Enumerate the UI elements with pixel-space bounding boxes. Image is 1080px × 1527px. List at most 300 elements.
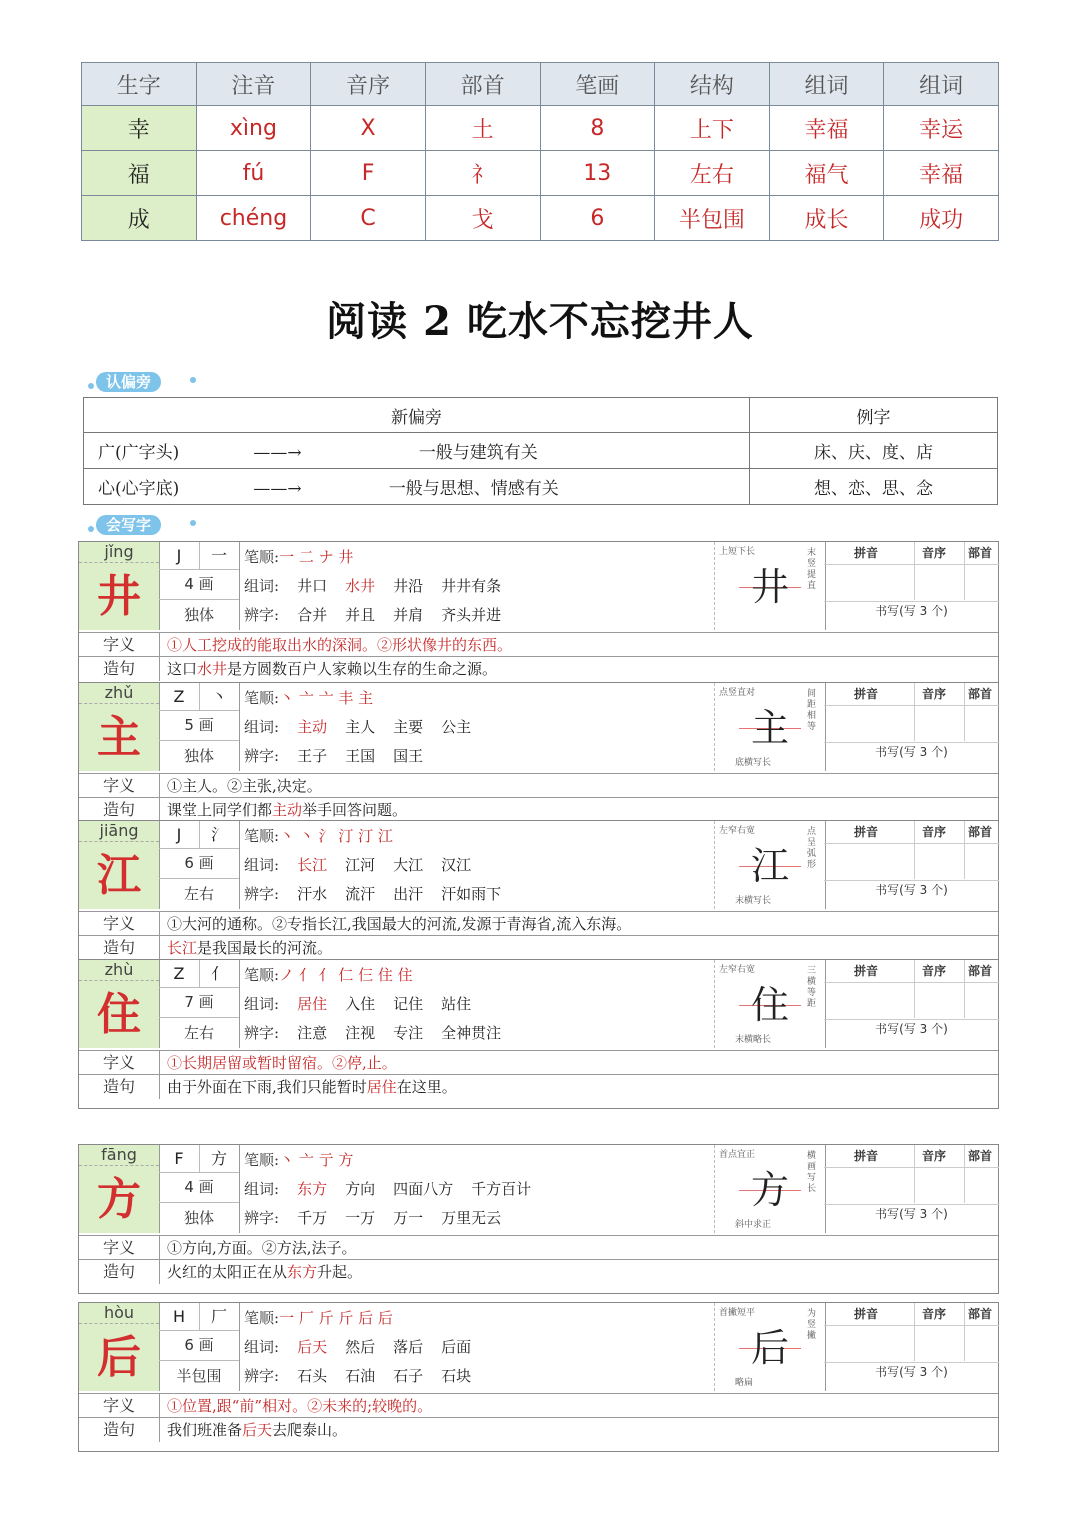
index-letter: F xyxy=(159,1145,200,1172)
word: 水井 xyxy=(345,577,376,595)
decor-dot xyxy=(88,526,94,532)
meaning-label: 字义 xyxy=(79,633,160,657)
table-cell: fú xyxy=(196,151,311,196)
index-head: 音序 xyxy=(922,546,947,560)
sentence-part: 火红的太阳正在从 xyxy=(167,1263,288,1281)
label: 辨字: xyxy=(244,885,280,903)
write-instruction: 书写(写 3 个) xyxy=(875,745,948,759)
info-divider xyxy=(159,1303,239,1331)
stroke-count: 7 画 xyxy=(159,988,239,1018)
practice-box xyxy=(824,821,999,909)
divider xyxy=(964,960,965,1018)
stroke-order: ノ 亻 亻 仁 仨 住 住 xyxy=(279,966,413,984)
structure: 独体 xyxy=(183,606,214,624)
writing-tip: 末竖提直 xyxy=(807,548,817,591)
distinguish-line xyxy=(244,880,501,908)
sentence-highlight: 后天 xyxy=(242,1421,273,1439)
radical-head: 部首 xyxy=(968,1307,993,1321)
table-cell: xìng xyxy=(196,106,311,151)
writing-tip: 首撇短平 xyxy=(719,1308,756,1318)
stroke-count: 4 画 xyxy=(159,570,239,600)
model-character: 江 xyxy=(750,844,789,888)
distinguish-word: 汗如雨下 xyxy=(441,885,502,903)
distinguish-word: 王国 xyxy=(345,747,376,765)
meaning-label: 字义 xyxy=(79,774,160,798)
sentence-part: 是方圆数百户人家赖以生存的生命之源。 xyxy=(227,660,498,678)
meaning-text: ①位置,跟“前”相对。②未来的;较晚的。 xyxy=(167,1397,433,1415)
word: 四面八方 xyxy=(393,1180,454,1198)
distinguish-word: 全神贯注 xyxy=(441,1024,502,1042)
distinguish-word: 王子 xyxy=(297,747,328,765)
stroke-order: 丶 亠 亍 方 xyxy=(279,1151,354,1169)
sentence-label: 造句 xyxy=(79,798,160,822)
header-cell: 结构 xyxy=(655,63,770,106)
label: 笔顺: xyxy=(244,548,280,566)
decor-dot xyxy=(190,520,196,526)
table-cell: 幸福 xyxy=(769,106,884,151)
character-table xyxy=(81,62,999,241)
index-letter: J xyxy=(159,542,200,569)
model-character: 后 xyxy=(750,1326,789,1370)
table-cell: C xyxy=(311,196,426,241)
meaning-text: ①长期居留或暂时留宿。②停,止。 xyxy=(167,1054,397,1072)
table-cell: 左右 xyxy=(655,151,770,196)
write-instruction: 书写(写 3 个) xyxy=(875,1365,948,1379)
table-cell: 成 xyxy=(82,196,197,241)
table-cell: 幸运 xyxy=(884,106,999,151)
detail-column xyxy=(239,1303,715,1391)
meaning-label: 字义 xyxy=(79,912,160,936)
distinguish-word: 齐头并进 xyxy=(441,606,502,624)
practice-grid[interactable] xyxy=(824,1167,999,1205)
sentence-part: 升起。 xyxy=(317,1263,363,1281)
label: 笔顺: xyxy=(244,966,280,984)
radical-meaning: 一般与建筑有关 xyxy=(418,443,538,463)
sentence-part: 去爬泰山。 xyxy=(272,1421,348,1439)
write-instruction: 书写(写 3 个) xyxy=(875,883,948,897)
char-cell xyxy=(79,821,160,909)
radical-head: 部首 xyxy=(968,825,993,839)
pinyin: zhù xyxy=(79,960,159,981)
sentence-highlight: 长江 xyxy=(167,939,198,957)
distinguish-line xyxy=(244,1204,501,1232)
word: 井口 xyxy=(297,577,328,595)
meaning-row xyxy=(79,632,998,657)
distinguish-line xyxy=(244,601,501,629)
structure: 独体 xyxy=(183,747,214,765)
word: 千方百计 xyxy=(471,1180,532,1198)
label: 笔顺: xyxy=(244,1309,280,1327)
label: 笔顺: xyxy=(244,827,280,845)
info-divider xyxy=(159,960,239,988)
sentence-label: 造句 xyxy=(79,1418,160,1442)
header-cell: 生字 xyxy=(82,63,197,106)
radical-meaning: 一般与思想、情感有关 xyxy=(388,479,559,499)
pinyin: hòu xyxy=(79,1303,159,1324)
meaning-row xyxy=(79,1050,998,1075)
word: 落后 xyxy=(393,1338,424,1356)
divider xyxy=(964,683,965,741)
word: 井井有条 xyxy=(441,577,502,595)
stroke-order: 丶 丶 氵 汀 汀 江 xyxy=(279,827,393,845)
distinguish-line xyxy=(244,1362,471,1390)
sentence-highlight: 居住 xyxy=(366,1078,397,1096)
structure: 左右 xyxy=(183,885,214,903)
stroke-order-line xyxy=(244,961,413,989)
char-cell xyxy=(79,683,160,771)
table-cell: 半包围 xyxy=(655,196,770,241)
meaning-text: ①主人。②主张,决定。 xyxy=(167,777,322,795)
divider xyxy=(964,821,965,879)
distinguish-word: 石子 xyxy=(393,1367,424,1385)
pinyin-head: 拼音 xyxy=(854,964,879,978)
table-cell: 上下 xyxy=(655,106,770,151)
label: 组词: xyxy=(244,718,280,736)
stroke-order: 一 厂 斤 斤 后 后 xyxy=(279,1309,393,1327)
writing-guide xyxy=(714,960,826,1048)
divider xyxy=(964,1303,965,1361)
radical: 方 xyxy=(210,1149,227,1168)
index-head: 音序 xyxy=(922,1307,947,1321)
info-divider xyxy=(159,683,239,711)
header-cell: 部首 xyxy=(425,63,540,106)
pinyin-head: 拼音 xyxy=(854,1149,879,1163)
word: 后面 xyxy=(441,1338,472,1356)
radical: 亻 xyxy=(210,964,227,983)
char-cell xyxy=(79,1303,160,1391)
practice-box xyxy=(824,960,999,1048)
word: 后天 xyxy=(297,1338,328,1356)
index-letter: H xyxy=(159,1303,200,1330)
index-letter: J xyxy=(159,821,200,848)
char-cell xyxy=(79,960,160,1048)
sentence-row xyxy=(79,1417,998,1442)
big-character: 后 xyxy=(97,1332,141,1383)
sentence-row xyxy=(79,1074,998,1099)
character-card xyxy=(78,1302,999,1452)
detail-column xyxy=(239,960,715,1048)
stroke-count: 6 画 xyxy=(159,1331,239,1361)
pinyin-head: 拼音 xyxy=(854,1307,879,1321)
pinyin-head: 拼音 xyxy=(854,687,879,701)
model-character: 主 xyxy=(750,706,789,750)
stroke-order-line xyxy=(244,684,373,712)
table-header-row xyxy=(84,398,998,433)
radical-head: 部首 xyxy=(968,546,993,560)
writing-tip: 间距相等 xyxy=(807,689,817,732)
divider xyxy=(914,821,915,879)
word: 记住 xyxy=(393,995,424,1013)
radical-head: 部首 xyxy=(968,1149,993,1163)
model-character: 方 xyxy=(750,1168,789,1212)
char-cell xyxy=(79,1145,160,1233)
writing-tip: 末横略长 xyxy=(735,1035,772,1045)
word: 江河 xyxy=(345,856,376,874)
table-cell: chéng xyxy=(196,196,311,241)
word: 然后 xyxy=(345,1338,376,1356)
practice-grid[interactable] xyxy=(824,982,999,1020)
distinguish-word: 并且 xyxy=(345,606,376,624)
character-card xyxy=(78,541,999,691)
word: 主动 xyxy=(297,718,328,736)
words-line xyxy=(244,572,501,600)
stroke-order-line xyxy=(244,822,393,850)
radical-row-cell xyxy=(84,469,750,505)
table-row xyxy=(82,196,999,241)
sentence-label: 造句 xyxy=(79,1260,160,1284)
writing-guide xyxy=(714,683,826,771)
divider xyxy=(914,1145,915,1203)
writing-tip: 斜中求正 xyxy=(735,1220,772,1230)
sentence-part: 课堂上同学们都 xyxy=(167,801,273,819)
table-cell: 福 xyxy=(82,151,197,196)
word: 入住 xyxy=(345,995,376,1013)
distinguish-word: 出汗 xyxy=(393,885,424,903)
index-head: 音序 xyxy=(922,687,947,701)
radical-name: 心(心字底) xyxy=(98,479,180,499)
writing-tip: 底横写长 xyxy=(735,758,772,768)
sentence-label: 造句 xyxy=(79,1075,160,1099)
distinguish-word: 专注 xyxy=(393,1024,424,1042)
decor-dot xyxy=(88,383,94,389)
table-cell: 8 xyxy=(540,106,655,151)
model-character: 住 xyxy=(750,983,789,1027)
writing-guide xyxy=(714,1145,826,1233)
sentence-text xyxy=(167,936,332,960)
table-row xyxy=(84,469,998,505)
distinguish-word: 石头 xyxy=(297,1367,328,1385)
sentence-text xyxy=(167,1260,362,1284)
radical-head: 部首 xyxy=(968,687,993,701)
pinyin-head: 拼音 xyxy=(854,546,879,560)
writing-tip: 末横写长 xyxy=(735,896,772,906)
sentence-part: 举手回答问题。 xyxy=(302,801,408,819)
writing-tip: 点竖直对 xyxy=(719,688,756,698)
table-cell: 土 xyxy=(425,106,540,151)
word: 方向 xyxy=(345,1180,376,1198)
writing-tip: 为竖撇 xyxy=(807,1309,817,1341)
index-letter: Z xyxy=(159,683,200,710)
words-line xyxy=(244,1175,531,1203)
header-cell: 例字 xyxy=(750,398,998,433)
big-character: 主 xyxy=(97,712,141,763)
words-line xyxy=(244,713,471,741)
word: 井沿 xyxy=(393,577,424,595)
distinguish-line xyxy=(244,742,423,770)
pinyin-head: 拼音 xyxy=(854,825,879,839)
example-chars: 床、庆、度、店 xyxy=(750,433,998,469)
info-divider xyxy=(159,542,239,570)
stroke-order-line xyxy=(244,543,353,571)
meaning-label: 字义 xyxy=(79,1236,160,1260)
stroke-count: 5 画 xyxy=(159,711,239,741)
table-cell: 幸 xyxy=(82,106,197,151)
meaning-row xyxy=(79,773,998,798)
index-head: 音序 xyxy=(922,1149,947,1163)
structure: 左右 xyxy=(183,1024,214,1042)
sentence-label: 造句 xyxy=(79,657,160,681)
sentence-highlight: 主动 xyxy=(272,801,303,819)
word: 居住 xyxy=(297,995,328,1013)
word: 站住 xyxy=(441,995,472,1013)
sentence-row xyxy=(79,656,998,681)
arrow: ——→ xyxy=(253,443,302,463)
radical-head: 部首 xyxy=(968,964,993,978)
meaning-text: ①方向,方面。②方法,法子。 xyxy=(167,1239,357,1257)
stroke-order-line xyxy=(244,1146,353,1174)
word: 长江 xyxy=(297,856,328,874)
table-cell: 礻 xyxy=(425,151,540,196)
writing-tip: 横画写长 xyxy=(807,1151,817,1194)
sentence-highlight: 水井 xyxy=(197,660,228,678)
distinguish-word: 注视 xyxy=(345,1024,376,1042)
sentence-part: 这口 xyxy=(167,660,198,678)
big-character: 井 xyxy=(97,571,141,622)
label: 组词: xyxy=(244,995,280,1013)
label: 辨字: xyxy=(244,1024,280,1042)
table-row xyxy=(82,151,999,196)
sentence-highlight: 东方 xyxy=(287,1263,318,1281)
label: 辨字: xyxy=(244,747,280,765)
practice-box xyxy=(824,1303,999,1391)
distinguish-word: 一万 xyxy=(345,1209,376,1227)
write-instruction: 书写(写 3 个) xyxy=(875,604,948,618)
distinguish-word: 流汗 xyxy=(345,885,376,903)
decor-dot xyxy=(190,377,196,383)
header-cell: 注音 xyxy=(196,63,311,106)
words-line xyxy=(244,990,471,1018)
word: 东方 xyxy=(297,1180,328,1198)
stroke-count: 6 画 xyxy=(159,849,239,879)
meaning-text: ①人工挖成的能取出水的深洞。②形状像井的东西。 xyxy=(167,636,513,654)
meaning-row xyxy=(79,1235,998,1260)
sentence-part: 我们班准备 xyxy=(167,1421,243,1439)
writing-tip: 左窄右宽 xyxy=(719,965,756,975)
table-cell: 6 xyxy=(540,196,655,241)
table-cell: 成长 xyxy=(769,196,884,241)
pinyin: zhǔ xyxy=(79,683,159,704)
divider xyxy=(914,1303,915,1361)
writing-tip: 三横等距 xyxy=(807,966,817,1009)
sentence-text xyxy=(167,798,407,822)
arrow: ——→ xyxy=(253,479,302,499)
header-cell: 组词 xyxy=(769,63,884,106)
write-instruction: 书写(写 3 个) xyxy=(875,1207,948,1221)
radical: 丶 xyxy=(210,687,227,706)
sentence-part: 是我国最长的河流。 xyxy=(197,939,333,957)
table-header-row xyxy=(82,63,999,106)
label: 辨字: xyxy=(244,1209,280,1227)
practice-grid[interactable] xyxy=(824,564,999,602)
header-cell: 新偏旁 xyxy=(84,398,750,433)
divider xyxy=(914,960,915,1018)
info-divider xyxy=(159,1145,239,1173)
word: 公主 xyxy=(441,718,472,736)
writing-guide xyxy=(714,542,826,630)
radical: 氵 xyxy=(210,825,227,844)
words-line xyxy=(244,851,471,879)
meaning-row xyxy=(79,911,998,936)
sentence-text xyxy=(167,1075,457,1099)
distinguish-word: 并肩 xyxy=(393,606,424,624)
distinguish-word: 千万 xyxy=(297,1209,328,1227)
table-cell: X xyxy=(311,106,426,151)
big-character: 江 xyxy=(97,850,141,901)
practice-box xyxy=(824,542,999,630)
label: 组词: xyxy=(244,856,280,874)
writing-tip: 上短下长 xyxy=(719,547,756,557)
distinguish-line xyxy=(244,1019,501,1047)
practice-grid[interactable] xyxy=(824,843,999,881)
pinyin: fāng xyxy=(79,1145,159,1166)
distinguish-word: 万一 xyxy=(393,1209,424,1227)
writing-guide xyxy=(714,1303,826,1391)
word: 主人 xyxy=(345,718,376,736)
label: 组词: xyxy=(244,1180,280,1198)
practice-box xyxy=(824,1145,999,1233)
distinguish-word: 国王 xyxy=(393,747,424,765)
header-cell: 笔画 xyxy=(540,63,655,106)
radical-table xyxy=(83,397,998,505)
distinguish-word: 石块 xyxy=(441,1367,472,1385)
sentence-row xyxy=(79,935,998,960)
label: 辨字: xyxy=(244,1367,280,1385)
writing-tip: 左窄右宽 xyxy=(719,826,756,836)
table-cell: 幸福 xyxy=(884,151,999,196)
char-cell xyxy=(79,542,160,630)
detail-column xyxy=(239,542,715,630)
practice-grid[interactable] xyxy=(824,705,999,743)
distinguish-word: 汗水 xyxy=(297,885,328,903)
sentence-text xyxy=(167,1418,347,1442)
word: 大江 xyxy=(393,856,424,874)
divider xyxy=(914,542,915,600)
table-cell: 13 xyxy=(540,151,655,196)
detail-column xyxy=(239,683,715,771)
example-chars: 想、恋、思、念 xyxy=(750,469,998,505)
practice-grid[interactable] xyxy=(824,1325,999,1363)
character-card xyxy=(78,820,999,970)
label: 笔顺: xyxy=(244,1151,280,1169)
words-line xyxy=(244,1333,471,1361)
character-card xyxy=(78,959,999,1109)
sentence-label: 造句 xyxy=(79,936,160,960)
divider xyxy=(914,683,915,741)
stroke-order-line xyxy=(244,1304,393,1332)
writing-tip: 点呈弧形 xyxy=(807,827,817,870)
divider xyxy=(964,542,965,600)
big-character: 住 xyxy=(97,989,141,1040)
big-character: 方 xyxy=(97,1174,141,1225)
meaning-text: ①大河的通称。②专指长江,我国最大的河流,发源于青海省,流入东海。 xyxy=(167,915,632,933)
distinguish-word: 注意 xyxy=(297,1024,328,1042)
character-card xyxy=(78,1144,999,1294)
character-card xyxy=(78,682,999,832)
info-divider xyxy=(159,821,239,849)
label: 组词: xyxy=(244,1338,280,1356)
header-cell: 音序 xyxy=(311,63,426,106)
radical: 厂 xyxy=(210,1307,227,1326)
stroke-order: 丶 亠 亠 丰 主 xyxy=(279,689,374,707)
label: 辨字: xyxy=(244,606,280,624)
structure: 独体 xyxy=(183,1209,214,1227)
structure: 半包围 xyxy=(176,1367,222,1385)
sentence-part: 在这里。 xyxy=(396,1078,457,1096)
pinyin: jǐng xyxy=(79,542,159,563)
sentence-row xyxy=(79,1259,998,1284)
radical: 一 xyxy=(210,546,227,565)
index-head: 音序 xyxy=(922,825,947,839)
